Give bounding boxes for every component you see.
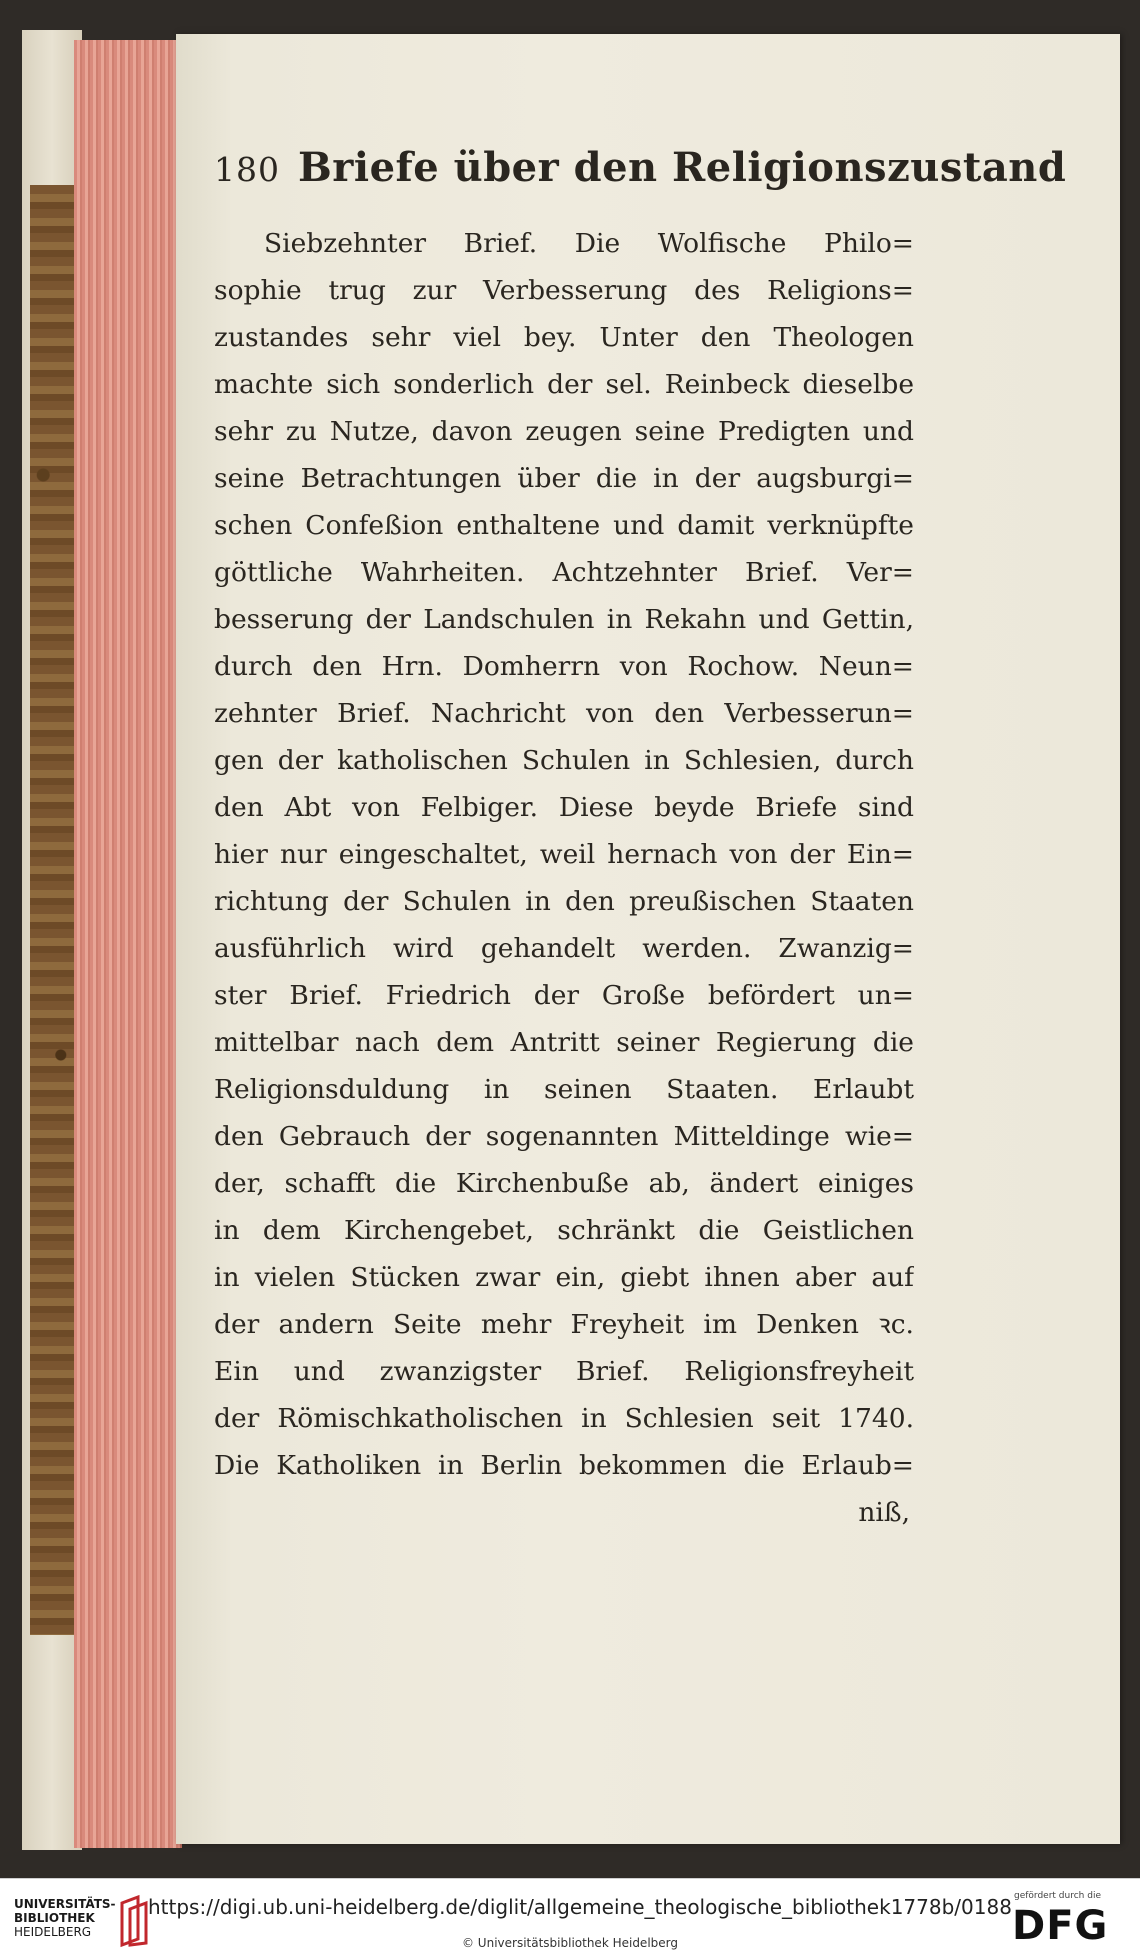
library-logo-line: UNIVERSITÄTS- [14, 1897, 116, 1911]
library-logo-icon[interactable] [14, 1897, 116, 1939]
text-line: der andern Seite mehr Freyheit im Denken ꝛc. [214, 1309, 914, 1340]
running-title: Briefe über den Religionszustand [298, 144, 1067, 191]
text-line: in vielen Stücken zwar ein, giebt ihnen aber auf [214, 1262, 914, 1293]
viewer-footer [0, 1878, 1140, 1959]
text-line: den Gebrauch der sogenannten Mitteldinge wie= [214, 1121, 914, 1152]
copyright-notice: © Universitätsbibliothek Heidelberg [461, 1936, 678, 1950]
text-line: hier nur eingeschaltet, weil hernach von der Ein= [214, 839, 914, 870]
page-text [214, 144, 1067, 1536]
text-line: der, schafft die Kirchenbuße ab, ändert einiges [214, 1168, 914, 1199]
text-line: ausführlich wird gehandelt werden. Zwanzig= [214, 933, 914, 964]
page-url-link[interactable]: https://digi.ub.uni-heidelberg.de/diglit/allgemeine_theologische_bibliothek1778b/0188 [148, 1895, 1012, 1919]
funded-by-label: gefördert durch die [1014, 1891, 1101, 1901]
red-page-edges [74, 40, 182, 1848]
page-header [214, 144, 1067, 208]
library-logo-line: HEIDELBERG [14, 1925, 92, 1939]
catchword: niß, [858, 1497, 910, 1528]
text-line: zehnter Brief. Nachricht von den Verbesserun= [214, 698, 914, 729]
page-number: 180 [214, 150, 280, 189]
text-line: Siebzehnter Brief. Die Wolfische Philo= [264, 228, 914, 259]
library-logo-line: BIBLIOTHEK [14, 1911, 95, 1925]
text-line: den Abt von Felbiger. Diese beyde Briefe sind [214, 792, 914, 823]
dfg-logo-icon[interactable]: DFG [1012, 1903, 1109, 1949]
text-line: der Römischkatholischen in Schlesien seit 1740. [214, 1403, 914, 1434]
text-line: gen der katholischen Schulen in Schlesien, durch [214, 745, 914, 776]
text-line: Die Katholiken in Berlin bekommen die Erlaub= [214, 1450, 914, 1481]
text-line: Religionsduldung in seinen Staaten. Erlaubt [214, 1074, 914, 1105]
text-line: sophie trug zur Verbesserung des Religions= [214, 275, 914, 306]
text-line: ster Brief. Friedrich der Große befördert un= [214, 980, 914, 1011]
body-text [214, 220, 914, 1536]
text-line: richtung der Schulen in den preußischen Staaten [214, 886, 914, 917]
text-line: in dem Kirchengebet, schränkt die Geistlichen [214, 1215, 914, 1246]
text-line: machte sich sonderlich der sel. Reinbeck dieselbe [214, 369, 914, 400]
marbled-cover-edge [30, 185, 74, 1635]
text-line: durch den Hrn. Domherrn von Rochow. Neun= [214, 651, 914, 682]
text-line: seine Betrachtungen über die in der augsburgi= [214, 463, 914, 494]
text-line: sehr zu Nutze, davon zeugen seine Predigten und [214, 416, 914, 447]
text-line: besserung der Landschulen in Rekahn und Gettin, [214, 604, 914, 635]
text-line: Ein und zwanzigster Brief. Religionsfreyheit [214, 1356, 914, 1387]
text-line: schen Confeßion enthaltene und damit verknüpfte [214, 510, 914, 541]
text-line: göttliche Wahrheiten. Achtzehnter Brief. Ver= [214, 557, 914, 588]
text-line: mittelbar nach dem Antritt seiner Regierung die [214, 1027, 914, 1058]
text-line: zustandes sehr viel bey. Unter den Theologen [214, 322, 914, 353]
